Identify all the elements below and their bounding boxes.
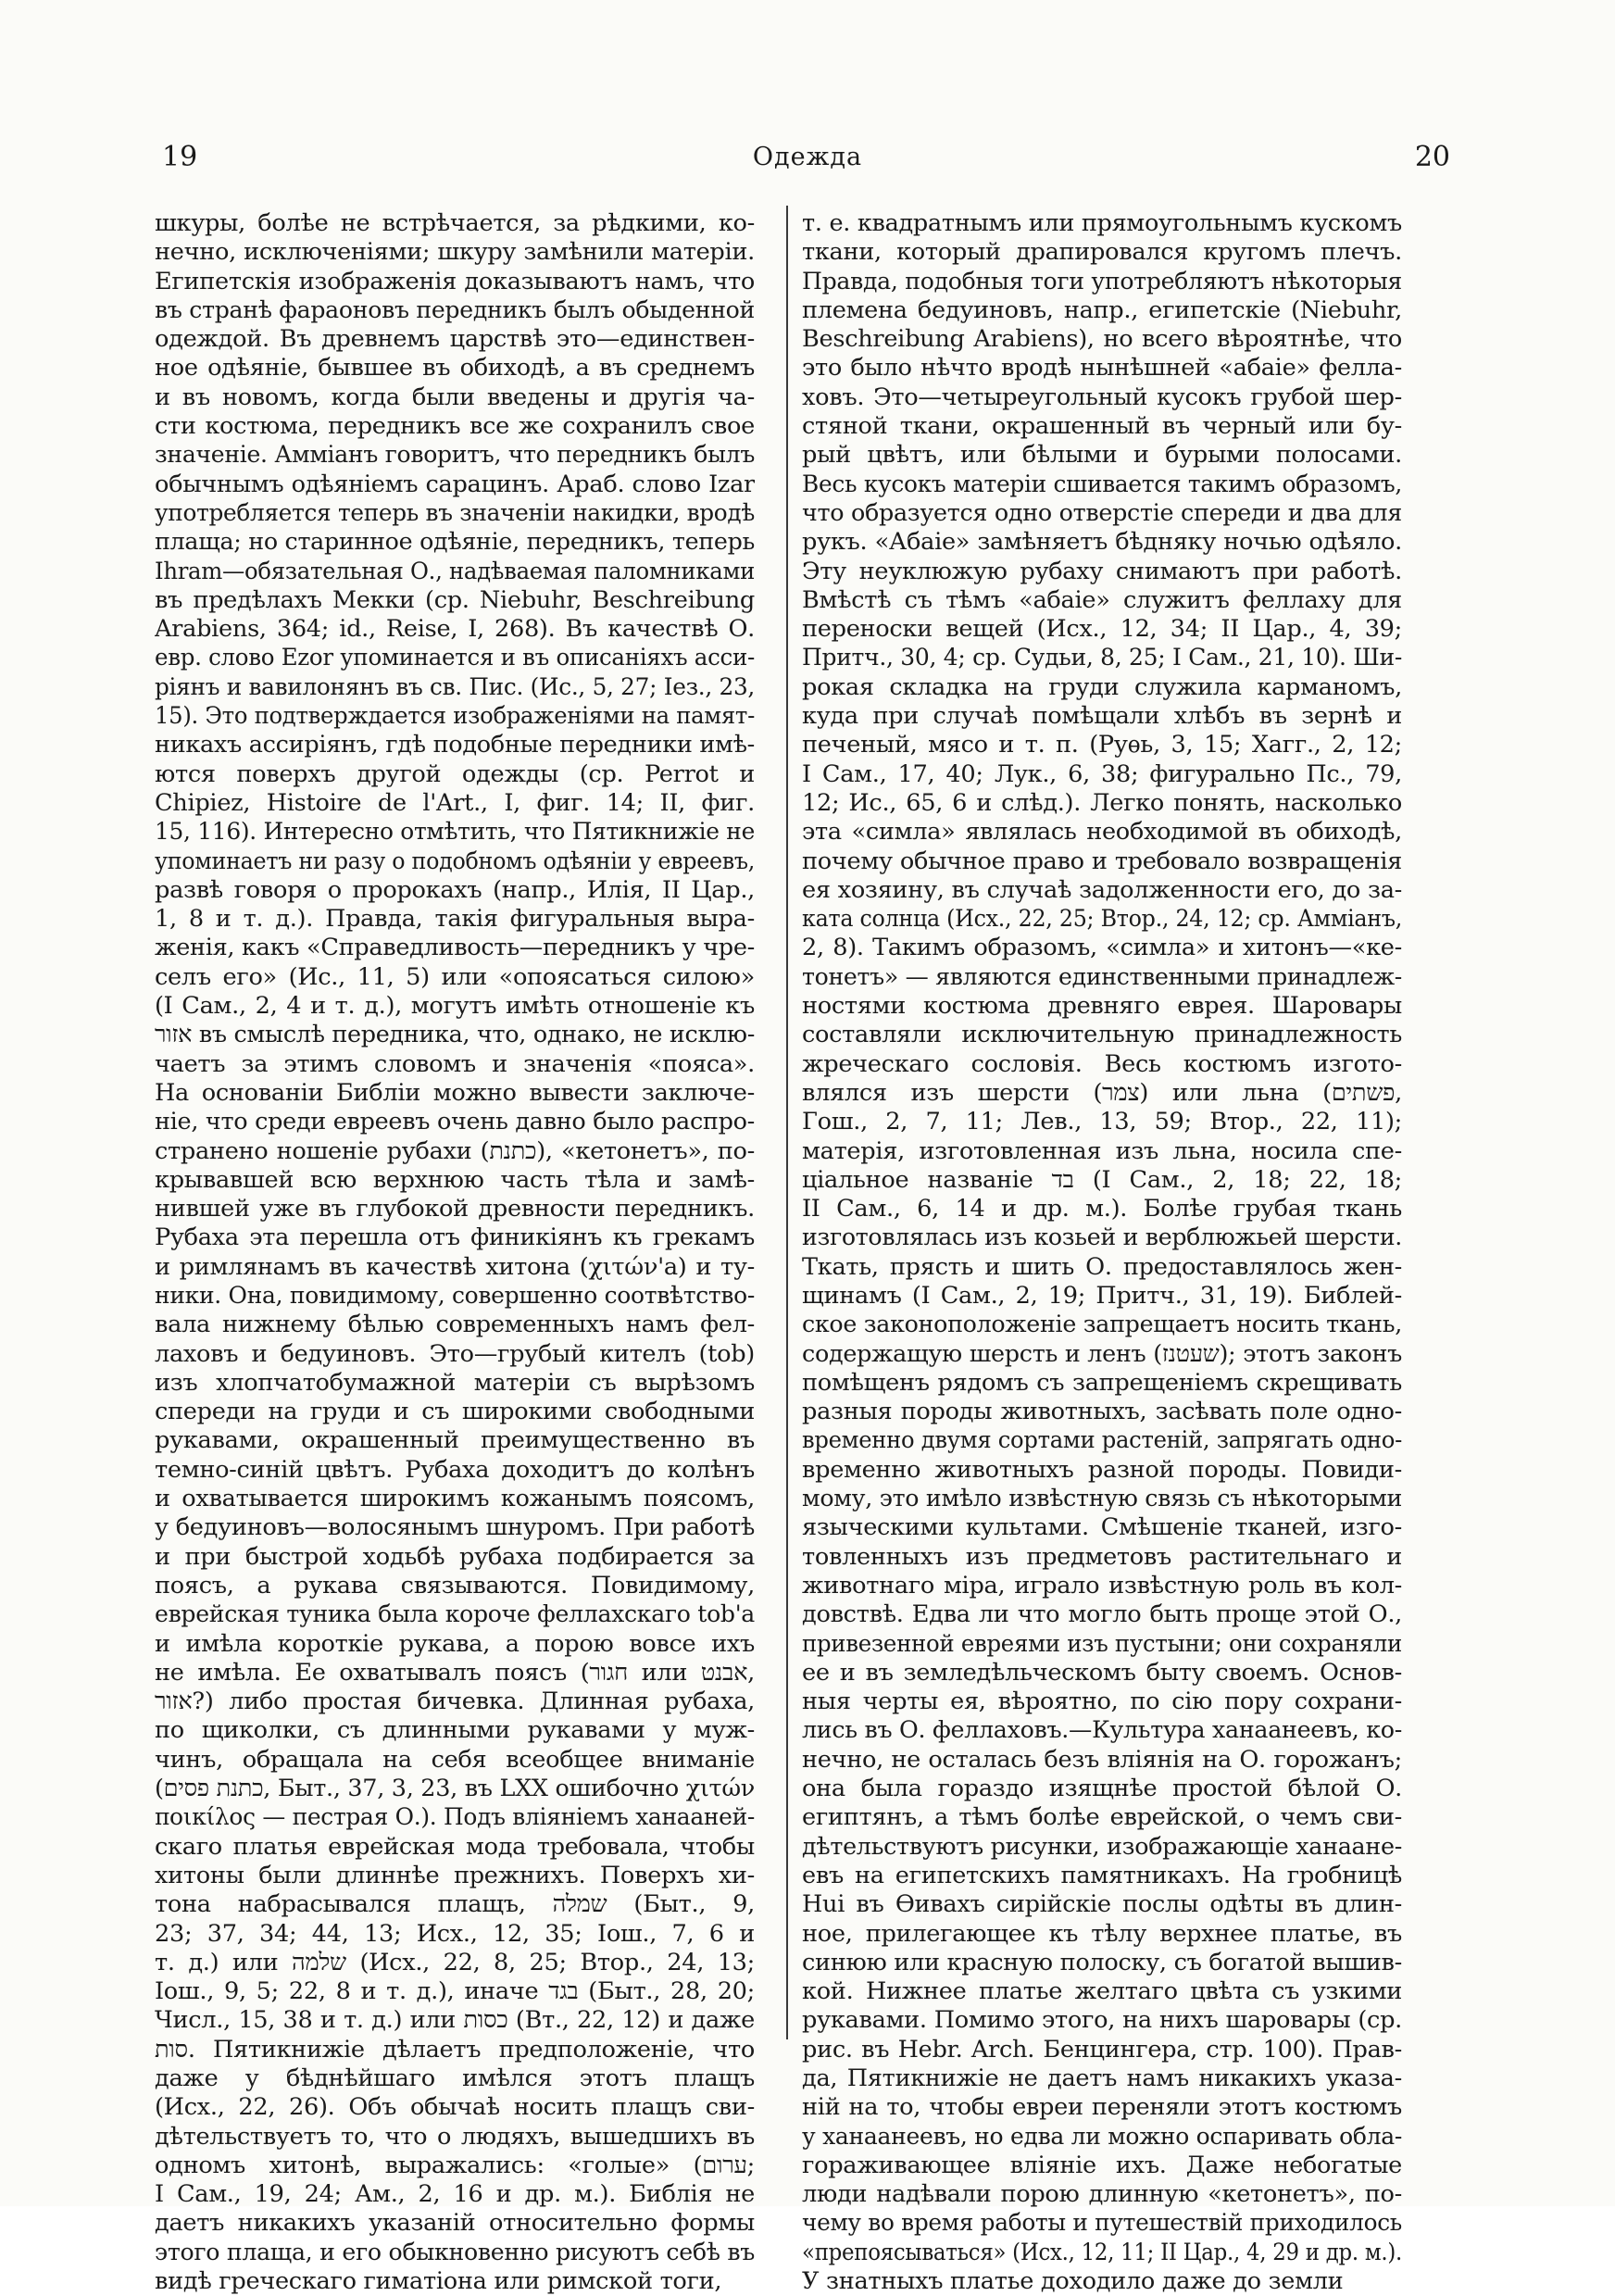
text-line: ники. Она, повидимому, совершенно соотвѣтство- <box>155 1281 755 1310</box>
text-line: Весь кусокъ матеріи сшивается такимъ образомъ, <box>802 470 1402 498</box>
text-line: темно-синій цвѣтъ. Рубаха доходитъ до колѣнъ <box>155 1455 755 1484</box>
text-line: въ предѣлахъ Мекки (ср. Niebuhr, Beschreibung <box>155 585 755 614</box>
text-line: Вмѣстѣ съ тѣмъ «абаіе» служитъ феллаху для <box>802 585 1402 614</box>
text-line: дѣтельствуютъ рисунки, изображающіе ханаане- <box>802 1832 1402 1861</box>
text-line: видѣ греческаго гиматіона или римской тоги, <box>155 2267 722 2296</box>
text-line: ціальное названіе בד (I Сам., 2, 18; 22, 18; <box>802 1165 1402 1194</box>
text-line: кой. Нижнее платье желтаго цвѣта съ узкими <box>802 1977 1402 2006</box>
column-divider <box>786 206 788 2039</box>
text-line: гораживающее вліяніе ихъ. Даже небогатые <box>802 2151 1402 2179</box>
text-line: употребляется теперь въ значеніи накидки, вродѣ <box>155 498 755 527</box>
text-line: אזור?) либо простая бичевка. Длинная рубаха, <box>155 1687 755 1716</box>
text-line: влялся изъ шерсти (צמר) или льна (פשתים, <box>802 1078 1402 1107</box>
left-page-number: 19 <box>162 141 198 173</box>
text-line: II Сам., 6, 14 и др. м.). Болѣе грубая ткань <box>802 1195 1402 1223</box>
text-line: 23; 37, 34; 44, 13; Исх., 12, 35; Іош., 7, 6 и <box>155 1919 755 1948</box>
text-line: Эту неуклюжую рубаху снимаютъ при работѣ. <box>802 557 1402 585</box>
text-line: Числ., 15, 38 и т. д.) или כסות (Вт., 22, 12) и даже <box>155 2006 755 2035</box>
text-line: почему обычное право и требовало возвращенія <box>802 847 1402 875</box>
text-line: упоминаетъ ни разу о подобномъ одѣяніи у евреевъ, <box>155 847 755 875</box>
text-line: Ihram—обязательная О., надѣваемая паломниками <box>155 557 755 585</box>
text-line: изготовлялась изъ козьей и верблюжьей шерсти. <box>802 1223 1402 1252</box>
text-line: (Исх., 22, 26). Объ обычаѣ носить плащъ сви- <box>155 2093 755 2122</box>
text-line: ются поверхъ другой одежды (ср. Perrot и <box>155 759 755 788</box>
text-line: нечно, исключеніями; шкуру замѣнили матеріи. <box>155 238 755 267</box>
text-line: по щиколки, съ длинными рукавами у муж- <box>155 1716 755 1745</box>
text-line: рукавами. Помимо этого, на нихъ шаровары (ср. <box>802 2006 1402 2035</box>
text-line: ката солнца (Исх., 22, 25; Втор., 24, 12; ср. Амміанъ, <box>802 905 1402 934</box>
text-line: щинамъ (I Сам., 2, 19; Притч., 31, 19). Библей- <box>802 1281 1402 1310</box>
text-line: Іош., 9, 5; 22, 8 и т. д.), иначе בגד (Быт., 28, 20; <box>155 1977 755 2006</box>
text-line: шкуры, болѣе не встрѣчается, за рѣдкими, ко- <box>155 209 755 237</box>
text-line: Beschreibung Arabiens), но всего вѣроятнѣе, что <box>802 325 1402 354</box>
text-line: чему во время работы и путешествій приходилось <box>802 2209 1402 2238</box>
text-line: тонетъ» — являются единственными принадлеж- <box>802 962 1402 991</box>
right-text-column <box>802 209 1402 2296</box>
text-line: ποικίλος — пестрая О.). Подъ вліяніемъ ханааней- <box>155 1803 755 1832</box>
text-line: евр. слово Ezor упоминается и въ описаніяхъ асси- <box>155 644 755 672</box>
text-line: это было нѣчто вродѣ нынѣшней «абаіе» фелла- <box>802 354 1402 383</box>
text-line: ныя черты ея, вѣроятно, по сію пору сохрани- <box>802 1687 1402 1716</box>
text-line: ное одѣяніе, бывшее въ обиходѣ, а въ среднемъ <box>155 354 755 383</box>
text-line: куда при случаѣ помѣщали хлѣбъ въ зернѣ и <box>802 702 1402 731</box>
text-line: даже у бѣднѣйшаго имѣлся этотъ плащъ <box>155 2064 755 2092</box>
text-line: и римлянамъ въ качествѣ хитона (χιτών'а) и ту- <box>155 1252 755 1281</box>
text-line: 1, 8 и т. д.). Правда, такія фигуральныя выра- <box>155 905 755 934</box>
text-line: 15, 116). Интересно отмѣтить, что Пятикнижіе не <box>155 818 755 847</box>
text-line: египтянъ, а тѣмъ болѣе еврейской, о чемъ сви- <box>802 1803 1402 1832</box>
text-line: печеный, мясо и т. п. (Руѳь, 3, 15; Хагг., 2, 12; <box>802 731 1402 759</box>
text-line: I Сам., 17, 40; Лук., 6, 38; фигурально Пс., 79, <box>802 759 1402 788</box>
text-line: женія, какъ «Справедливость—передникъ у чре- <box>155 934 755 962</box>
text-line: вала нижнему бѣлью современныхъ намъ фел- <box>155 1311 755 1339</box>
text-line: У знатныхъ платье доходило даже до земли <box>802 2267 1344 2296</box>
text-line: у бедуиновъ—волосянымъ шнуромъ. При работѣ <box>155 1513 755 1542</box>
left-text-column <box>155 209 755 2296</box>
text-line: одномъ хитонѣ, выражались: «голые» (ערום; <box>155 2151 755 2179</box>
text-line: Притч., 30, 4; ср. Судьи, 8, 25; I Сам., 21, 10). Ши- <box>802 644 1402 672</box>
right-page-number: 20 <box>1414 141 1450 173</box>
text-line: Arabiens, 364; id., Reise, I, 268). Въ качествѣ О. <box>155 615 755 644</box>
text-line: составляли исключительную принадлежность <box>802 1021 1402 1049</box>
text-line: אזור въ смыслѣ передника, что, однако, не исклю- <box>155 1021 755 1049</box>
text-line: ное, прилегающее къ тѣлу верхнее платье, въ <box>802 1919 1402 1948</box>
text-line: I Сам., 19, 24; Ам., 2, 16 и др. м.). Библія не <box>155 2180 755 2209</box>
text-line: 15). Это подтверждается изображеніями на памят- <box>155 702 755 731</box>
text-line: спереди на груди и съ широкими свободными <box>155 1398 755 1426</box>
text-line: она была гораздо изящнѣе простой бѣлой О. <box>802 1775 1402 1803</box>
text-line: рукъ. «Абаіе» замѣняетъ бѣдняку ночью одѣяло. <box>802 528 1402 557</box>
text-line: селъ его» (Ис., 11, 5) или «опоясаться силою» <box>155 962 755 991</box>
text-line: Египетскія изображенія доказываютъ намъ, что <box>155 267 755 295</box>
text-line: ній на то, чтобы евреи переняли этотъ костюмъ <box>802 2093 1402 2122</box>
text-line: этого плаща, и его обыкновенно рисуютъ себѣ въ <box>155 2238 755 2266</box>
text-line: разныя породы животныхъ, засѣвать поле одно- <box>802 1398 1402 1426</box>
text-line: (כתנת פסים, Быт., 37, 3, 23, въ LXX ошибочно χιτών <box>155 1775 755 1803</box>
text-line: обычнымъ одѣяніемъ сарацинъ. Араб. слово Izar <box>155 470 755 498</box>
text-line: эта «симла» являлась необходимой въ обиходѣ, <box>802 818 1402 847</box>
text-line: тона набрасывался плащъ, שמלה (Быт., 9, <box>155 1890 755 1919</box>
text-line: Chipiez, Histoire de l'Art., I, фиг. 14; II, фиг. <box>155 788 755 817</box>
text-line: Hui въ Ѳивахъ сирійскіе послы одѣты въ длин- <box>802 1890 1402 1919</box>
text-line: ея хозяину, въ случаѣ задолженности его, до за- <box>802 875 1402 904</box>
text-line: крывавшей всю верхнюю часть тѣла и замѣ- <box>155 1165 755 1194</box>
text-line: Рубаха эта перешла отъ финикіянъ къ грекамъ <box>155 1223 755 1252</box>
text-line: помѣщенъ рядомъ съ запрещеніемъ скрещивать <box>802 1368 1402 1397</box>
text-line: лаховъ и бедуиновъ. Это—грубый кителъ (tob) <box>155 1339 755 1368</box>
text-line: и охватывается широкимъ кожанымъ поясомъ, <box>155 1485 755 1513</box>
text-line: даетъ никакихъ указаній относительно формы <box>155 2209 755 2238</box>
text-line: люди надѣвали порою длинную «кетонетъ», по- <box>802 2180 1402 2209</box>
text-line: значеніе. Амміанъ говоритъ, что передникъ былъ <box>155 441 755 470</box>
text-line: и въ новомъ, когда были введены и другія ча- <box>155 383 755 411</box>
text-line: матерія, изготовленная изъ льна, носила спе- <box>802 1136 1402 1165</box>
text-line: чинъ, обращала на себя всеобщее вниманіе <box>155 1745 755 1774</box>
text-line: изъ хлопчатобумажной матеріи съ вырѣзомъ <box>155 1368 755 1397</box>
text-line: (I Сам., 2, 4 и т. д.), могутъ имѣть отношеніе къ <box>155 992 755 1021</box>
text-line: племена бедуиновъ, напр., египетскіе (Niebuhr, <box>802 295 1402 324</box>
text-line: 12; Ис., 65, 6 и слѣд.). Легко понять, насколько <box>802 788 1402 817</box>
text-line: не имѣла. Ее охватывалъ поясъ (חגור или אבנט, <box>155 1658 755 1687</box>
text-line: языческими культами. Смѣшеніе тканей, изго- <box>802 1513 1402 1542</box>
text-line: плаща; но старинное одѣяніе, передникъ, теперь <box>155 528 755 557</box>
text-line: рый цвѣтъ, или бѣлыми и бурыми полосами. <box>802 441 1402 470</box>
text-line: ріянъ и вавилонянъ въ св. Пис. (Ис., 5, 27; Іез., 23, <box>155 672 755 701</box>
text-line: синюю или красную полоску, съ богатой вышив- <box>802 1948 1402 1976</box>
text-line: чаетъ за этимъ словомъ и значенія «пояса». <box>155 1049 755 1078</box>
text-line: סות. Пятикнижіе дѣлаетъ предположеніе, что <box>155 2035 755 2064</box>
text-line: Ткать, прясть и шить О. предоставлялось жен- <box>802 1252 1402 1281</box>
text-line: да, Пятикнижіе не даетъ намъ никакихъ указа- <box>802 2064 1402 2092</box>
text-line: и имѣла короткіе рукава, а порою вовсе ихъ <box>155 1629 755 1658</box>
text-line: еврейская туника была короче феллахскаго tob'а <box>155 1600 755 1629</box>
text-line: ее и въ земледѣльческомъ быту своемъ. Основ- <box>802 1658 1402 1687</box>
text-line: т. е. квадратнымъ или прямоугольнымъ кускомъ <box>802 209 1402 237</box>
text-line: въ странѣ фараоновъ передникъ былъ обыденной <box>155 295 755 324</box>
text-line: поясъ, а рукава связываются. Повидимому, <box>155 1571 755 1600</box>
text-line: Гош., 2, 7, 11; Лев., 13, 59; Втор., 22, 11); <box>802 1108 1402 1136</box>
text-line: развѣ говоря о пророкахъ (напр., Илія, II Цар., <box>155 875 755 904</box>
text-line: стяной ткани, окрашенный въ черный или бу- <box>802 412 1402 441</box>
text-line: странено ношеніе рубахи (כתנת), «кетонетъ», по- <box>155 1136 755 1165</box>
text-line: нившей уже въ глубокой древности передникъ. <box>155 1195 755 1223</box>
text-line: евъ на египетскихъ памятникахъ. На гробницѣ <box>802 1861 1402 1889</box>
text-line: ностями костюма древняго еврея. Шаровары <box>802 992 1402 1021</box>
text-line: мому, это имѣло извѣстную связь съ нѣкоторыми <box>802 1485 1402 1513</box>
text-line: жреческаго сословія. Весь костюмъ изгото- <box>802 1049 1402 1078</box>
text-line: 2, 8). Такимъ образомъ, «симла» и хитонъ—«ке- <box>802 934 1402 962</box>
text-line: что образуется одно отверстіе спереди и два для <box>802 498 1402 527</box>
text-line: животнаго міра, играло извѣстную роль въ кол- <box>802 1571 1402 1600</box>
text-line: хитоны были длиннѣе прежнихъ. Поверхъ хи- <box>155 1861 755 1889</box>
text-line: дѣтельствуетъ то, что о людяхъ, вышедшихъ въ <box>155 2122 755 2151</box>
text-line: скаго платья еврейская мода требовала, чтобы <box>155 1832 755 1861</box>
text-line: довствѣ. Едва ли что могло быть проще этой О., <box>802 1600 1402 1629</box>
text-line: Правда, подобныя тоги употребляютъ нѣкоторыя <box>802 267 1402 295</box>
text-line: привезенной евреями изъ пустыни; они сохраняли <box>802 1629 1402 1658</box>
text-line: у ханаанеевъ, но едва ли можно оспаривать обла- <box>802 2122 1402 2151</box>
text-line: временно животныхъ разной породы. Повиди- <box>802 1455 1402 1484</box>
text-line: На основаніи Библіи можно вывести заключе- <box>155 1078 755 1107</box>
text-line: лись въ О. феллаховъ.—Культура ханаанеевъ, ко- <box>802 1716 1402 1745</box>
text-line: т. д.) или שלמה (Исх., 22, 8, 25; Втор., 24, 13; <box>155 1948 755 1976</box>
text-line: ское законоположеніе запрещаетъ носить ткань, <box>802 1311 1402 1339</box>
text-line: ніе, что среди евреевъ очень давно было распро- <box>155 1108 755 1136</box>
text-line: никахъ ассиріянъ, гдѣ подобные передники имѣ- <box>155 731 755 759</box>
text-line: и при быстрой ходьбѣ рубаха подбирается за <box>155 1542 755 1571</box>
text-line: ховъ. Это—четыреугольный кусокъ грубой шер- <box>802 383 1402 411</box>
text-line: рокая складка на груди служила карманомъ, <box>802 672 1402 701</box>
text-line: рис. въ Hebr. Arch. Бенцингера, стр. 100). Прав- <box>802 2035 1402 2064</box>
running-title: Одежда <box>752 143 863 171</box>
text-line: ткани, который драпировался кругомъ плечъ. <box>802 238 1402 267</box>
text-line: сти костюма, передникъ все же сохранилъ свое <box>155 412 755 441</box>
text-line: одеждой. Въ древнемъ царствѣ это—единствен- <box>155 325 755 354</box>
text-line: товленныхъ изъ предметовъ растительнаго и <box>802 1542 1402 1571</box>
text-line: рукавами, окрашенный преимущественно въ <box>155 1426 755 1455</box>
text-line: «препоясываться» (Исх., 12, 11; II Цар., 4, 29 и др. м.). <box>802 2238 1402 2266</box>
text-line: временно двумя сортами растеній, запрягать одно- <box>802 1426 1402 1455</box>
text-line: переноски вещей (Исх., 12, 34; II Цар., 4, 39; <box>802 615 1402 644</box>
text-line: нечно, не осталась безъ вліянія на О. горожанъ; <box>802 1745 1402 1774</box>
text-line: содержащую шерсть и ленъ (שעטנז); этотъ законъ <box>802 1339 1402 1368</box>
